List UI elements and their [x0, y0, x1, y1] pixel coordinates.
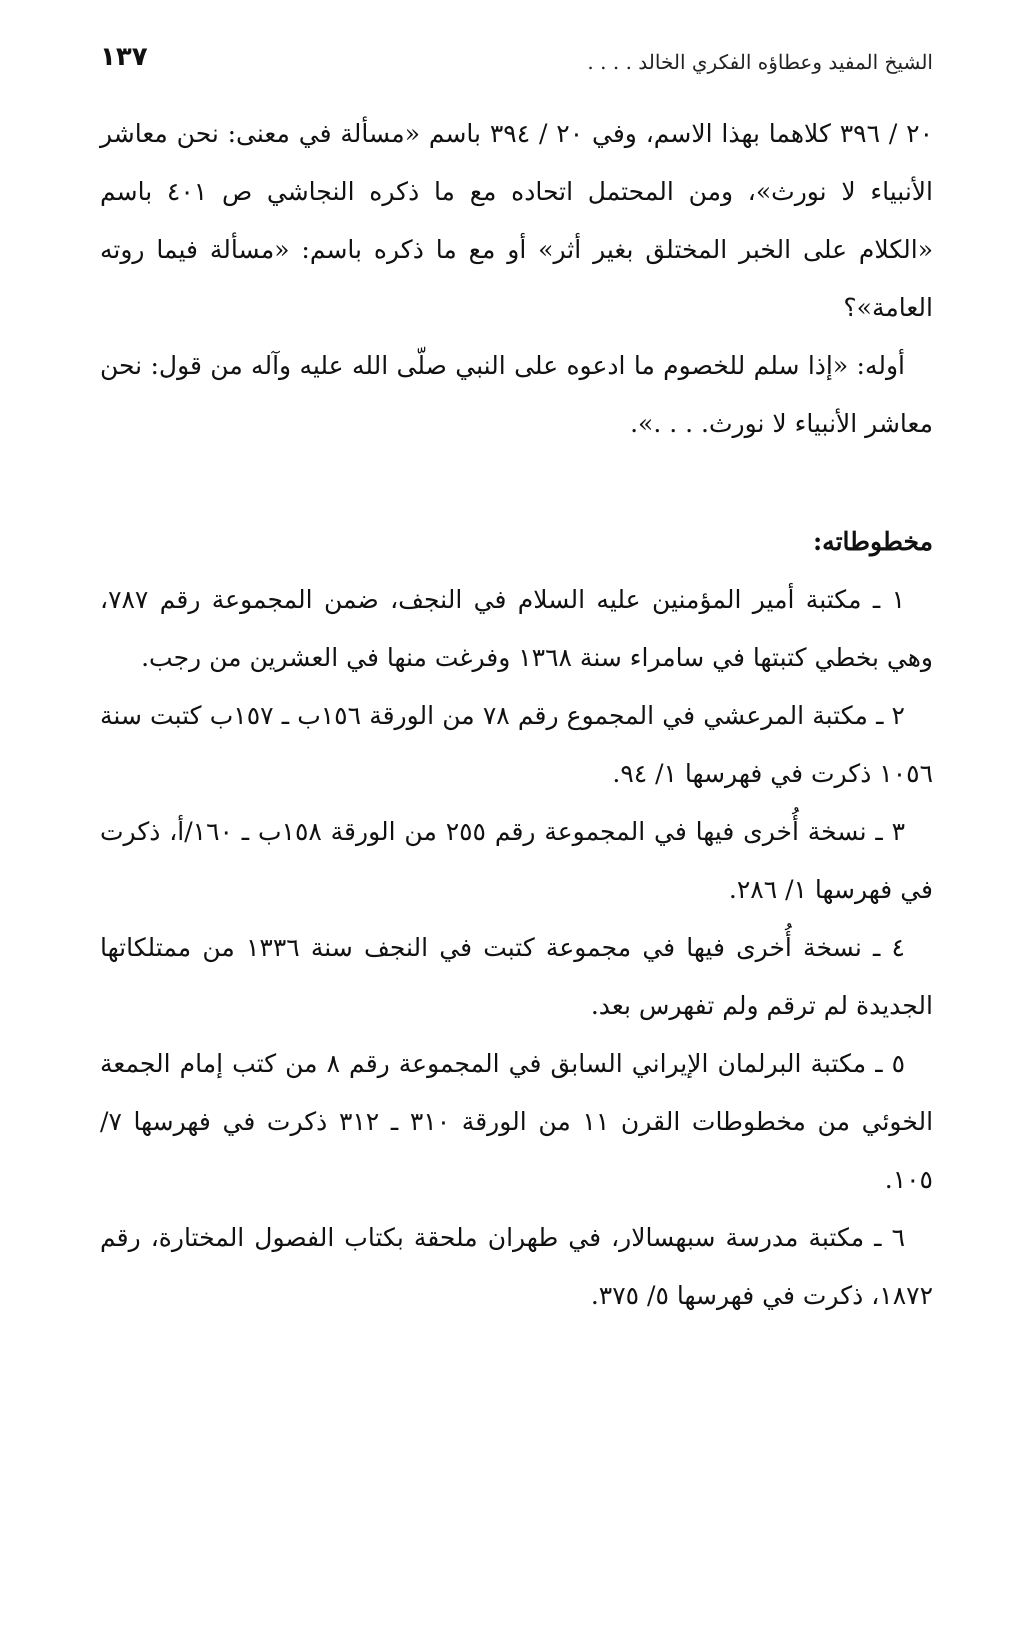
page-body: [100, 105, 933, 1325]
manuscript-item: ٦ ـ مكتبة مدرسة سبهسالار، في طهران ملحقة بكتاب الفصول المختارة، رقم ١٨٧٢، ذكرت في فهرسها ٥/ ٣٧٥.: [100, 1223, 933, 1310]
manuscript-item: ٢ ـ مكتبة المرعشي في المجموع رقم ٧٨ من الورقة ١٥٦ب ـ ١٥٧ب كتبت سنة ١٠٥٦ ذكرت في فهرسها ١/ ٩٤.: [100, 701, 933, 788]
manuscript-item: ٥ ـ مكتبة البرلمان الإيراني السابق في المجموعة رقم ٨ من كتب إمام الجمعة الخوئي من مخطوطات القرن ١١ من الورقة ٣١٠ ـ ٣١٢ ذكرت في فهرسها ٧/ ١٠٥.: [100, 1049, 934, 1194]
book-page: [100, 30, 933, 1325]
intro-paragraph: ٢٠ / ٣٩٦ كلاهما بهذا الاسم، وفي ٢٠ / ٣٩٤ باسم «مسألة في معنى: نحن معاشر الأنبياء لا نورث»، ومن المحتمل اتحاده مع ما ذكره النجاشي ص ٤٠١ باسم «الكلام على الخبر المختلق بغير أثر» أو مع ما ذكره باسم: «مسألة فيما روته العامة»؟: [100, 119, 933, 322]
opening-quote-paragraph: أوله: «إذا سلم للخصوم ما ادعوه على النبي صلّى الله عليه وآله من قول: نحن معاشر الأنبياء لا نورث. . . .».: [100, 351, 933, 438]
page-header: [100, 30, 933, 75]
running-title: الشيخ المفيد وعطاؤه الفكري الخالد . . . .: [587, 50, 933, 74]
manuscript-item: ٤ ـ نسخة أُخرى فيها في مجموعة كتبت في النجف سنة ١٣٣٦ من ممتلكاتها الجديدة لم ترقم ولم تفهرس بعد.: [100, 933, 933, 1020]
page-number: ١٣٧: [100, 42, 148, 72]
manuscript-item: ١ ـ مكتبة أمير المؤمنين عليه السلام في النجف، ضمن المجموعة رقم ٧٨٧، وهي بخطي كتبتها في سامراء سنة ١٣٦٨ وفرغت منها في العشرين من رجب.: [100, 585, 933, 672]
manuscripts-heading: مخطوطاته:: [812, 527, 933, 556]
manuscript-item: ٣ ـ نسخة أُخرى فيها في المجموعة رقم ٢٥٥ من الورقة ١٥٨ب ـ ١٦٠/أ، ذكرت في فهرسها ١/ ٢٨٦.: [100, 817, 933, 904]
